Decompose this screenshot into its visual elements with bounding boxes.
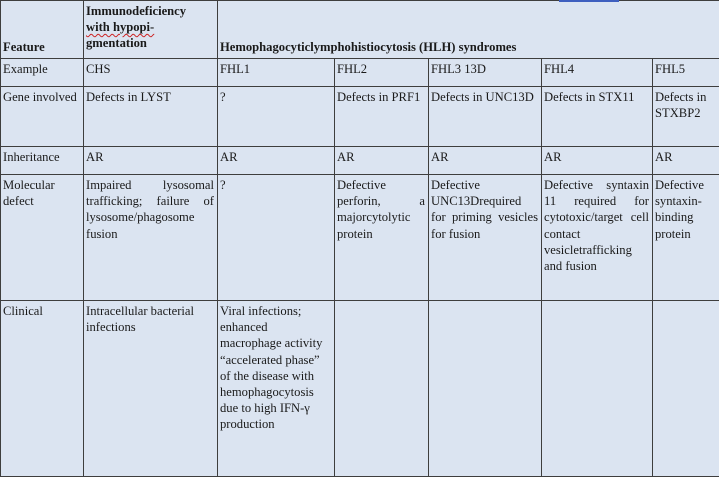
row-label: Clinical [1, 301, 84, 477]
cell-inh-fhl4: AR [542, 147, 653, 175]
cell-gene-chs: Defects in LYST [84, 87, 218, 147]
cell-fhl1: FHL1 [218, 59, 335, 87]
cell-clin-fhl1: Viral infections; enhanced macrophage activity “accelerated phase” of the disease with hemophagocytosis due to high IFN-γ production [218, 301, 335, 477]
header-feature: Feature [1, 1, 84, 59]
table-row-molecular [1, 175, 719, 301]
cell-gene-fhl2: Defects in PRF1 [335, 87, 429, 147]
row-label: Example [1, 59, 84, 87]
cell-clin-fhl4 [542, 301, 653, 477]
cell-fhl4: FHL4 [542, 59, 653, 87]
row-label: Molecular defect [1, 175, 84, 301]
cell-clin-chs: Intracellular bacterial infections [84, 301, 218, 477]
cell-mol-fhl2: Defective perforin, a majorcytolytic protein [335, 175, 429, 301]
cell-clin-fhl5 [653, 301, 719, 477]
cell-inh-fhl1: AR [218, 147, 335, 175]
header-hlh-syndromes: Hemophagocyticlymphohistiocytosis (HLH) syndromes [218, 1, 719, 59]
cell-gene-fhl1: ? [218, 87, 335, 147]
cell-clin-fhl2 [335, 301, 429, 477]
cell-inh-fhl2: AR [335, 147, 429, 175]
cell-fhl3: FHL3 13D [429, 59, 542, 87]
cell-mol-fhl4: Defective syntaxin 11 required for cytotoxic/target cell contact vesicletrafficking and fusion [542, 175, 653, 301]
row-label: Gene involved [1, 87, 84, 147]
cell-inh-fhl3: AR [429, 147, 542, 175]
cell-inh-chs: AR [84, 147, 218, 175]
table-row-gene [1, 87, 719, 147]
cell-mol-fhl3: Defective UNC13Drequired for priming vesicles for fusion [429, 175, 542, 301]
selection-mark [559, 0, 619, 2]
cell-inh-fhl5: AR [653, 147, 719, 175]
header-row [1, 1, 719, 59]
cell-mol-fhl1: ? [218, 175, 335, 301]
cell-gene-fhl4: Defects in STX11 [542, 87, 653, 147]
cell-mol-chs: Impaired lysosomal trafficking; failure of lysosome/phagosome fusion [84, 175, 218, 301]
cell-fhl5: FHL5 [653, 59, 719, 87]
cell-fhl2: FHL2 [335, 59, 429, 87]
table-row-example [1, 59, 719, 87]
header-immunodeficiency: Immunodeficiency with hypopi- gmentation [84, 1, 218, 59]
cell-gene-fhl5: Defects in STXBP2 [653, 87, 719, 147]
cell-gene-fhl3: Defects in UNC13D [429, 87, 542, 147]
table-row-clinical [1, 301, 719, 477]
table-row-inheritance [1, 147, 719, 175]
cell-mol-fhl5: Defective syntaxin-binding protein [653, 175, 719, 301]
cell-chs: CHS [84, 59, 218, 87]
row-label: Inheritance [1, 147, 84, 175]
cell-clin-fhl3 [429, 301, 542, 477]
